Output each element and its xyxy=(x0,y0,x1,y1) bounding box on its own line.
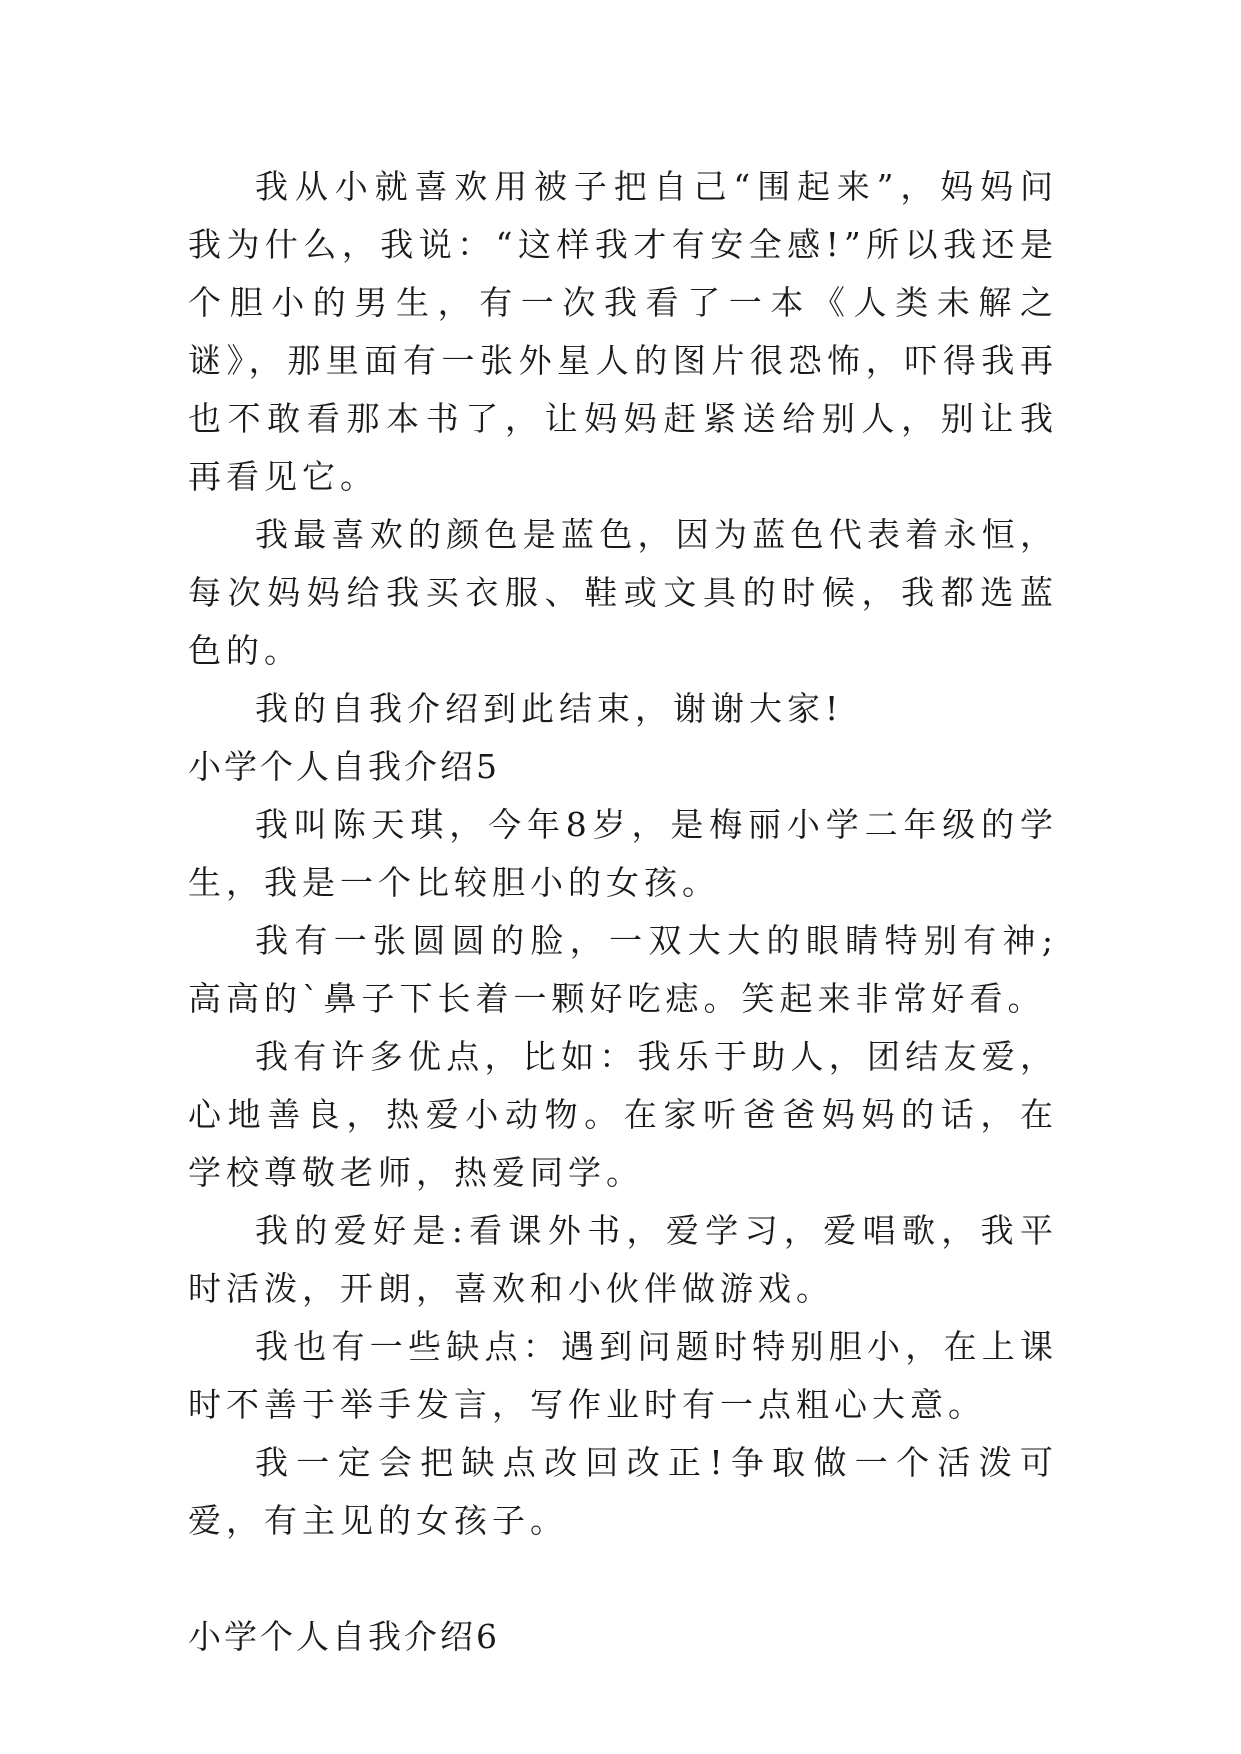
paragraph: 我从小就喜欢用被子把自己“围起来”，妈妈问我为什么，我说：“这样我才有安全感!”所以我还是个胆小的男生，有一次我看了一本《人类未解之谜》，那里面有一张外星人的图片很恐怖，吓得我再也不敢看那本书了，让妈妈赶紧送给别人，别让我再看见它。 xyxy=(188,167,1058,496)
paragraph: 我一定会把缺点改回改正!争取做一个活泼可爱，有主见的女孩子。 xyxy=(188,1443,1058,1540)
paragraph: 我最喜欢的颜色是蓝色，因为蓝色代表着永恒，每次妈妈给我买衣服、鞋或文具的时候，我都选蓝色的。 xyxy=(188,515,1058,670)
section-heading: 小学个人自我介绍5 xyxy=(188,747,500,786)
paragraph: 我的爱好是:看课外书，爱学习，爱唱歌，我平时活泼，开朗，喜欢和小伙伴做游戏。 xyxy=(188,1211,1058,1308)
blank-line xyxy=(188,1550,1058,1608)
document-page xyxy=(188,158,1058,1666)
paragraph: 我的自我介绍到此结束，谢谢大家! xyxy=(255,689,844,728)
section-heading: 小学个人自我介绍6 xyxy=(188,1617,500,1656)
paragraph: 我有许多优点，比如：我乐于助人，团结友爱，心地善良，热爱小动物。在家听爸爸妈妈的话，在学校尊敬老师，热爱同学。 xyxy=(188,1037,1058,1192)
paragraph: 我有一张圆圆的脸，一双大大的眼睛特别有神;高高的`鼻子下长着一颗好吃痣。笑起来非常好看。 xyxy=(188,921,1058,1018)
paragraph: 我叫陈天琪，今年8岁，是梅丽小学二年级的学生，我是一个比较胆小的女孩。 xyxy=(188,805,1058,902)
paragraph: 我也有一些缺点：遇到问题时特别胆小，在上课时不善于举手发言，写作业时有一点粗心大意。 xyxy=(188,1327,1058,1424)
